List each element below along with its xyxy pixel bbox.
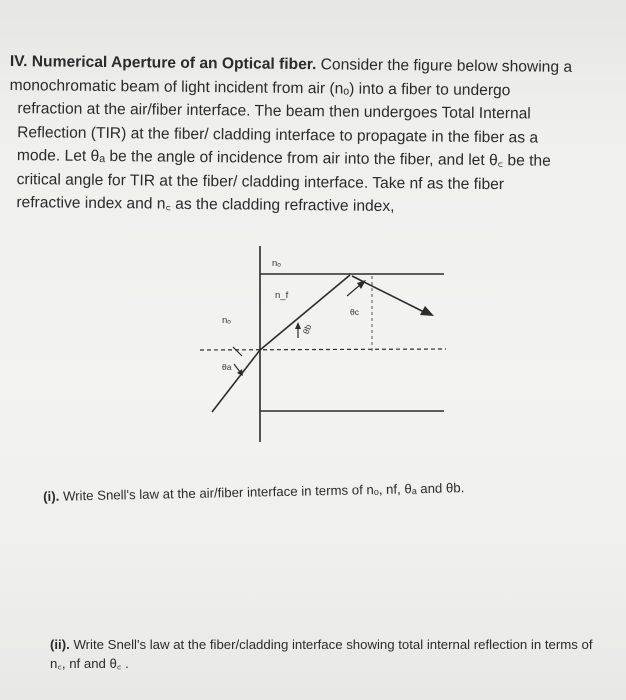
theta-b-arrowhead bbox=[295, 322, 301, 329]
statement-line-3: refraction at the air/fiber interface. The beam then undergoes Total Internal bbox=[17, 100, 531, 123]
theta-a-arrow bbox=[234, 364, 240, 372]
question-1-number: (i). bbox=[43, 488, 60, 504]
label-theta-c: θc bbox=[350, 307, 359, 317]
problem-title: IV. Numerical Aperture of an Optical fiber. bbox=[9, 52, 317, 74]
statement-line-6: critical angle for TIR at the fiber/ cladding interface. Take nf as the fiber bbox=[16, 170, 505, 193]
statement-line-7: refractive index and n꜀ as the cladding refractive index, bbox=[16, 194, 395, 216]
question-2 bbox=[50, 635, 610, 673]
statement-line-1: Consider the figure below showing a bbox=[320, 56, 573, 76]
statement-line-4: Reflection (TIR) at the fiber/ cladding interface to propagate in the fiber as a bbox=[17, 123, 539, 147]
theta-c-arrow bbox=[347, 285, 360, 296]
theta-a-arc-tick bbox=[233, 347, 242, 356]
label-nf: n_f bbox=[275, 290, 289, 301]
label-n0-left: nₒ bbox=[222, 315, 231, 326]
axis-dashed-line bbox=[200, 349, 446, 350]
statement-line-5: mode. Let θₐ be the angle of incidence from air into the fiber, and let θ꜀ be the bbox=[16, 147, 551, 170]
label-theta-b: θb bbox=[300, 323, 314, 336]
incident-ray bbox=[212, 350, 260, 412]
label-n0-top: nₒ bbox=[272, 258, 281, 269]
refracted-ray bbox=[260, 275, 350, 350]
question-2-number: (ii). bbox=[50, 637, 70, 652]
question-2-text: Write Snell's law at the fiber/cladding interface showing total internal reflection in terms of n꜀, nf and θ꜀ . bbox=[50, 637, 593, 671]
label-theta-a: θa bbox=[222, 362, 232, 372]
question-1-text: Write Snell's law at the air/fiber interface in terms of nₒ, nf, θₐ and θb. bbox=[62, 480, 465, 504]
statement-line-2: monochromatic beam of light incident from air (nₒ) into a fiber to undergo bbox=[9, 76, 511, 99]
